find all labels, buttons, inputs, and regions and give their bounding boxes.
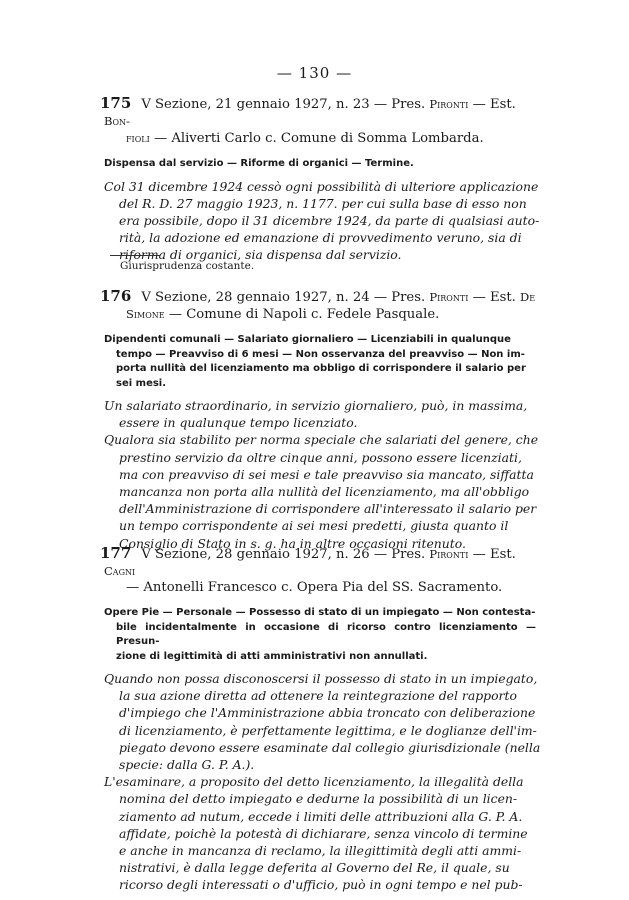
maxim-line: era possibile, dopo il 31 dicembre 1924, da parte di qualsiasi auto- [119, 212, 540, 228]
maxim-line: Col 31 dicembre 1924 cessò ogni possibilità di ulteriore applicazione [104, 178, 539, 194]
maxim [104, 670, 541, 894]
maxim-line: d'impiego che l'Amministrazione abbia troncato con deliberazione [119, 705, 536, 721]
maxim-line: ziamento ad nutum, eccede i limiti delle attribuzioni alla G. P. A. [119, 808, 523, 824]
estensore-name: Bon- [104, 114, 130, 128]
maxim-line: specie: dalla G. P. A.). [119, 757, 255, 773]
entry-number: 175 [100, 94, 132, 112]
keyword-line: Opere Pie — Personale — Possesso di stato di un impiegato — Non contesta- [104, 607, 536, 618]
keywords [104, 606, 536, 664]
parties: — Antonelli Francesco c. Opera Pia del SS. Sacramento. [126, 580, 503, 595]
maxim-line: Quando non possa disconoscersi il possesso di stato in un impiegato, [104, 671, 538, 686]
header-est-label: — Est. [468, 290, 521, 305]
maxim-line: riforma di organici, sia dispensa dal servizio. [119, 247, 402, 263]
keywords [104, 333, 536, 391]
estensore-name: Cagni [104, 564, 136, 578]
maxim-line: mancanza non porta alla nullità del licenziamento, ma all'obbligo [119, 484, 530, 500]
entry-number: 177 [100, 544, 132, 562]
keyword-line: tempo — Preavviso di 6 mesi — Non osservanza del preavviso — Non im- [116, 348, 525, 360]
page-number: — 130 — [276, 64, 353, 82]
maxim-line: affidate, poichè la potestà di dichiarare, senza vincolo di termine [119, 825, 528, 841]
maxim-line: rità, la adozione ed emanazione di provvedimento veruno, sia di [119, 230, 522, 246]
maxim [104, 178, 540, 264]
president-name: Pironti [429, 547, 469, 561]
maxim-line: Consiglio di Stato in s. g. ha in altre occasioni ritenuto. [119, 535, 466, 551]
keyword-line: Dipendenti comunali — Salariato giornaliero — Licenziabili in qualunque [104, 334, 511, 345]
entry-number: 176 [100, 287, 132, 305]
estensore-name-cont: Simone [126, 307, 165, 321]
parties: — Aliverti Carlo c. Comune di Somma Lombarda. [149, 131, 484, 146]
entry-header [100, 94, 536, 147]
maxim-line: la sua azione diretta ad ottenere la reintegrazione del rapporto [119, 688, 517, 704]
header-text: V Sezione, 28 gennaio 1927, n. 26 — Pres. [141, 547, 430, 562]
estensore-name-cont: fioli [126, 131, 150, 145]
entry-175 [100, 94, 540, 264]
keyword-line: bile incidentalmente in occasione di ricorso contro licenziamento — Presun- [116, 621, 536, 647]
maxim-line: essere in qualunque tempo licenziato. [119, 415, 358, 431]
maxim-line: dell'Amministrazione di corrispondere all'interessato il salario per [119, 501, 537, 517]
maxim-line: Un salariato straordinario, in servizio giornaliero, può, in massima, [104, 398, 528, 413]
president-name: Pironti [429, 97, 469, 111]
president-name: Pironti [429, 290, 469, 304]
maxim-line: un tempo corrispondente ai sei mesi predetti, giusta quanto il [119, 518, 509, 534]
keyword-line: porta nullità del licenziamento ma obbligo di corrispondere il salario per [116, 363, 526, 374]
maxim-line: ma con preavviso di sei mesi e tale preavviso sia mancato, siffatta [119, 466, 534, 482]
keyword-line: Dispensa dal servizio — Riforme di organici — Termine. [104, 158, 414, 169]
maxim-line: di licenziamento, è perfettamente legittima, e le doglianze dell'im- [119, 722, 537, 738]
maxim [104, 397, 539, 552]
entry-header [100, 287, 536, 323]
maxim-line: piegato devono essere esaminate dal collegio giurisdizionale (nella [119, 739, 541, 755]
entry-176 [100, 287, 539, 552]
entry-header [100, 544, 536, 596]
header-est-label: — Est. [468, 97, 516, 112]
maxim-line: prestino servizio da oltre cinque anni, possono essere licenziati, [119, 449, 522, 465]
header-text: V Sezione, 21 gennaio 1927, n. 23 — Pres. [141, 97, 430, 112]
divider-rule [110, 255, 160, 256]
entry-177 [100, 544, 541, 894]
keyword-line: zione di legittimità di atti amministrativi non annullati. [116, 650, 428, 662]
maxim-line: nistrativi, è dalla legge deferita al Governo del Re, il quale, su [119, 860, 510, 876]
maxim-line: nomina del detto impiegato e dedurne la possibilità di un licen- [119, 791, 518, 807]
header-est-label: — Est. [468, 547, 516, 562]
maxim-line: e anche in mancanza di reclamo, la illegittimità degli atti ammi- [119, 843, 522, 859]
keywords [104, 157, 536, 172]
keyword-line: sei mesi. [116, 377, 167, 389]
maxim-line: del R. D. 27 maggio 1923, n. 1177. per cui sulla base di esso non [119, 195, 527, 211]
header-text: V Sezione, 28 gennaio 1927, n. 24 — Pres. [141, 290, 430, 305]
maxim-line: L'esaminare, a proposito del detto licenziamento, la illegalità della [104, 774, 524, 790]
note: Giurisprudenza costante. [120, 260, 255, 272]
parties: — Comune di Napoli c. Fedele Pasquale. [164, 307, 440, 322]
estensore-name: De [520, 290, 536, 304]
maxim-line: ricorso degli interessati o d'ufficio, può in ogni tempo e nel pub- [119, 877, 523, 893]
maxim-line: Qualora sia stabilito per norma speciale che salariati del genere, che [104, 432, 539, 448]
